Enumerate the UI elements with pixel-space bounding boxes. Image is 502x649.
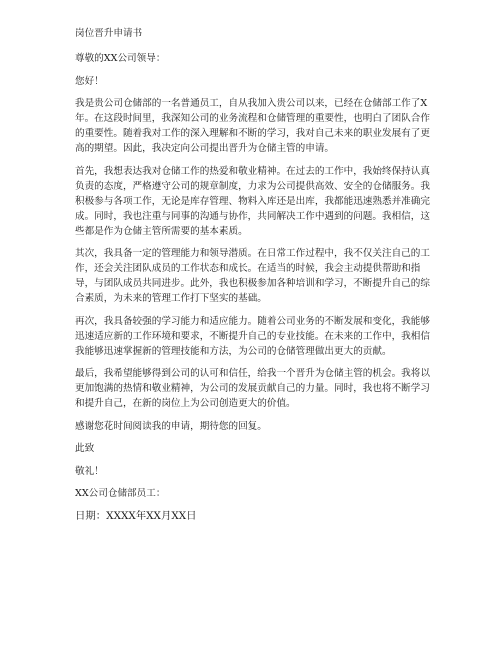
document-title: 岗位晋升申请书 bbox=[75, 28, 143, 39]
greeting: 您好！ bbox=[75, 75, 104, 87]
paragraph-second: 其次，我具备一定的管理能力和领导潜质。在日常工作过程中，我不仅关注自己的工作，还会关注团队成员的工作状态和成长。在适当的时候，我会主动提供帮助和指导，与团队成员共同进步。此外，我也积极参加各种培训和学习，不断提升自己的综合素质，为未来的管理工作打下坚实的基础。 bbox=[75, 248, 430, 304]
date-line: 日期：XXXX年XX月XX日 bbox=[75, 509, 197, 522]
paragraph-third: 再次，我具备较强的学习能力和适应能力。随着公司业务的不断发展和变化，我能够迅速适应新的工作环境和要求，不断提升自己的专业技能。在未来的工作中，我相信我能够迅速掌握新的管理技能和方法，为公司的仓储管理做出更大的贡献。 bbox=[75, 315, 430, 357]
closing-line-1: 此致 bbox=[75, 443, 95, 454]
letter-document bbox=[75, 26, 435, 531]
paragraph-thanks: 感谢您花时间阅读我的申请，期待您的回复。 bbox=[75, 420, 267, 432]
paragraph-last: 最后，我希望能够得到公司的认可和信任，给我一个晋升为仓储主管的机会。我将以更加饱满的热情和敬业精神，为公司的发展贡献自己的力量。同时，我也将不断学习和提升自己，在新的岗位上为公司创造更大的价值。 bbox=[75, 368, 430, 409]
paragraph-first: 首先，我想表达我对仓储工作的热爱和敬业精神。在过去的工作中，我始终保持认真负责的态度，严格遵守公司的规章制度，力求为公司提供高效、安全的仓储服务。我积极参与各项工作，无论是库存管理、物料入库还是出库，我都能迅速熟悉并准确完成。同时，我也注重与同事的沟通与协作，共同解决工作中遇到的问题。我相信，这些都是作为仓储主管所需要的基本素质。 bbox=[75, 165, 430, 237]
signature: XX公司仓储部员工： bbox=[75, 488, 166, 499]
salutation: 尊敬的XX公司领导： bbox=[75, 53, 166, 64]
closing-line-2: 敬礼！ bbox=[75, 465, 104, 477]
paragraph-intro: 我是贵公司仓储部的一名普通员工，自从我加入贵公司以来，已经在仓储部工作了X年。在这段时间里，我深知公司的业务流程和仓储管理的重要性，也明白了团队合作的重要性。随着我对工作的深入理解和不断的学习，我对自己未来的职业发展有了更高的期望。因此，我决定向公司提出晋升为仓储主管的申请。 bbox=[75, 98, 430, 154]
